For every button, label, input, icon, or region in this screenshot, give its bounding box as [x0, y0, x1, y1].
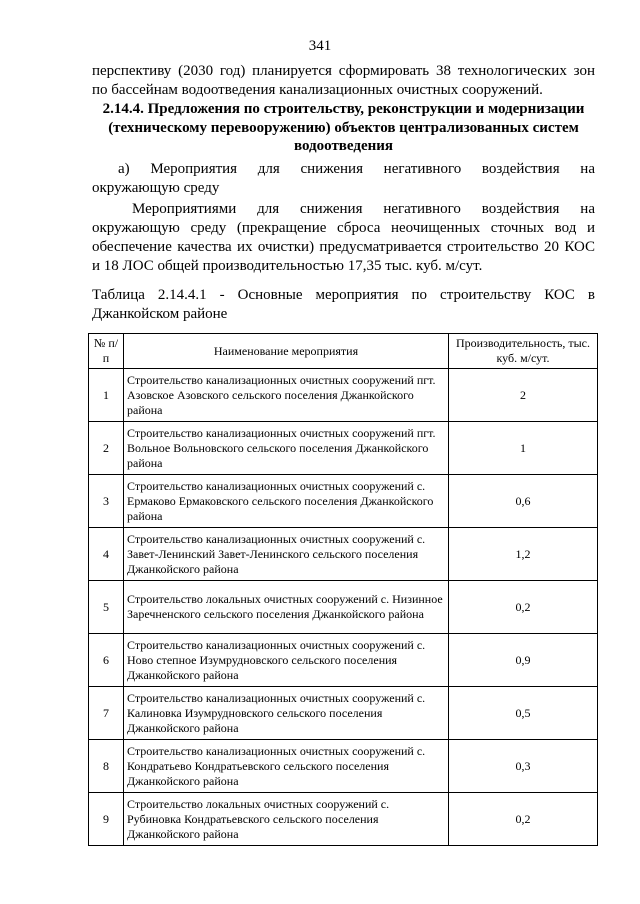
measures-line-1: Мероприятиями для снижения негативного воздействия на	[132, 201, 595, 217]
row-capacity: 0,2	[449, 581, 598, 634]
section-heading: 2.14.4. Предложения по строительству, реконструкции и модернизации (техническому перевооружению) объектов централизованных систем водоотведения	[102, 101, 585, 154]
row-number: 5	[89, 581, 124, 634]
row-capacity: 1	[449, 422, 598, 475]
table-row	[89, 475, 598, 528]
table-row	[89, 581, 598, 634]
table-row	[89, 634, 598, 687]
header-capacity: Производительность, тыс. куб. м/сут.	[449, 334, 598, 369]
row-name: Строительство канализационных очистных сооружений с. Ермаково Ермаковского сельского поселения Джанкойского района	[124, 475, 449, 528]
intro-line-1: перспективу (2030 год) планируется сформировать 38 технологических зон	[92, 63, 595, 79]
row-name: Строительство канализационных очистных сооружений с. Завет-Ленинский Завет-Ленинского сельского поселения Джанкойского района	[124, 528, 449, 581]
table-row	[89, 793, 598, 846]
row-capacity: 0,2	[449, 793, 598, 846]
row-capacity: 0,5	[449, 687, 598, 740]
row-name: Строительство канализационных очистных сооружений пгт. Азовское Азовского сельского поселения Джанкойского района	[124, 369, 449, 422]
row-number: 1	[89, 369, 124, 422]
table-caption-line-1: Таблица 2.14.4.1 - Основные мероприятия по строительству КОС в	[92, 287, 595, 303]
page-number: 341	[308, 38, 332, 54]
measures-table	[88, 333, 598, 846]
table-row	[89, 422, 598, 475]
table-row	[89, 369, 598, 422]
table-caption-line-2: Джанкойском районе	[92, 306, 228, 322]
measures-line-3: обеспечение качества их очистки) предусматривается строительство 20 КОС	[92, 239, 595, 255]
item-a-line-2: окружающую среду	[92, 180, 220, 196]
row-name: Строительство канализационных очистных сооружений с. Калиновка Изумрудновского сельского поселения Джанкойского района	[124, 687, 449, 740]
row-number: 4	[89, 528, 124, 581]
row-name: Строительство канализационных очистных сооружений пгт. Вольное Вольновского сельского поселения Джанкойского района	[124, 422, 449, 475]
row-name: Строительство локальных очистных сооружений с. Рубиновка Кондратьевского сельского поселения Джанкойского района	[124, 793, 449, 846]
row-name: Строительство канализационных очистных сооружений с. Ново степное Изумрудновского сельского поселения Джанкойского района	[124, 634, 449, 687]
row-capacity: 0,6	[449, 475, 598, 528]
row-capacity: 2	[449, 369, 598, 422]
intro-line-2: по бассейнам водоотведения канализационных очистных сооружений.	[92, 82, 543, 98]
row-name: Строительство канализационных очистных сооружений с. Кондратьево Кондратьевского сельского поселения Джанкойского района	[124, 740, 449, 793]
table-header-row	[89, 334, 598, 369]
table-row	[89, 740, 598, 793]
row-capacity: 0,9	[449, 634, 598, 687]
row-number: 3	[89, 475, 124, 528]
item-a-line-1: а) Мероприятия для снижения негативного воздействия на	[118, 161, 595, 177]
table-row	[89, 528, 598, 581]
row-capacity: 0,3	[449, 740, 598, 793]
measures-line-2: окружающую среду (прекращение сброса неочищенных сточных вод и	[92, 220, 595, 236]
row-number: 6	[89, 634, 124, 687]
row-number: 8	[89, 740, 124, 793]
row-number: 9	[89, 793, 124, 846]
header-number: № п/п	[89, 334, 124, 369]
row-number: 7	[89, 687, 124, 740]
row-name: Строительство локальных очистных сооружений с. Низинное Заречненского сельского поселения Джанкойского района	[124, 581, 449, 634]
header-name: Наименование мероприятия	[124, 334, 449, 369]
row-number: 2	[89, 422, 124, 475]
table-row	[89, 687, 598, 740]
measures-line-4: и 18 ЛОС общей производительностью 17,35 тыс. куб. м/сут.	[92, 258, 483, 274]
row-capacity: 1,2	[449, 528, 598, 581]
